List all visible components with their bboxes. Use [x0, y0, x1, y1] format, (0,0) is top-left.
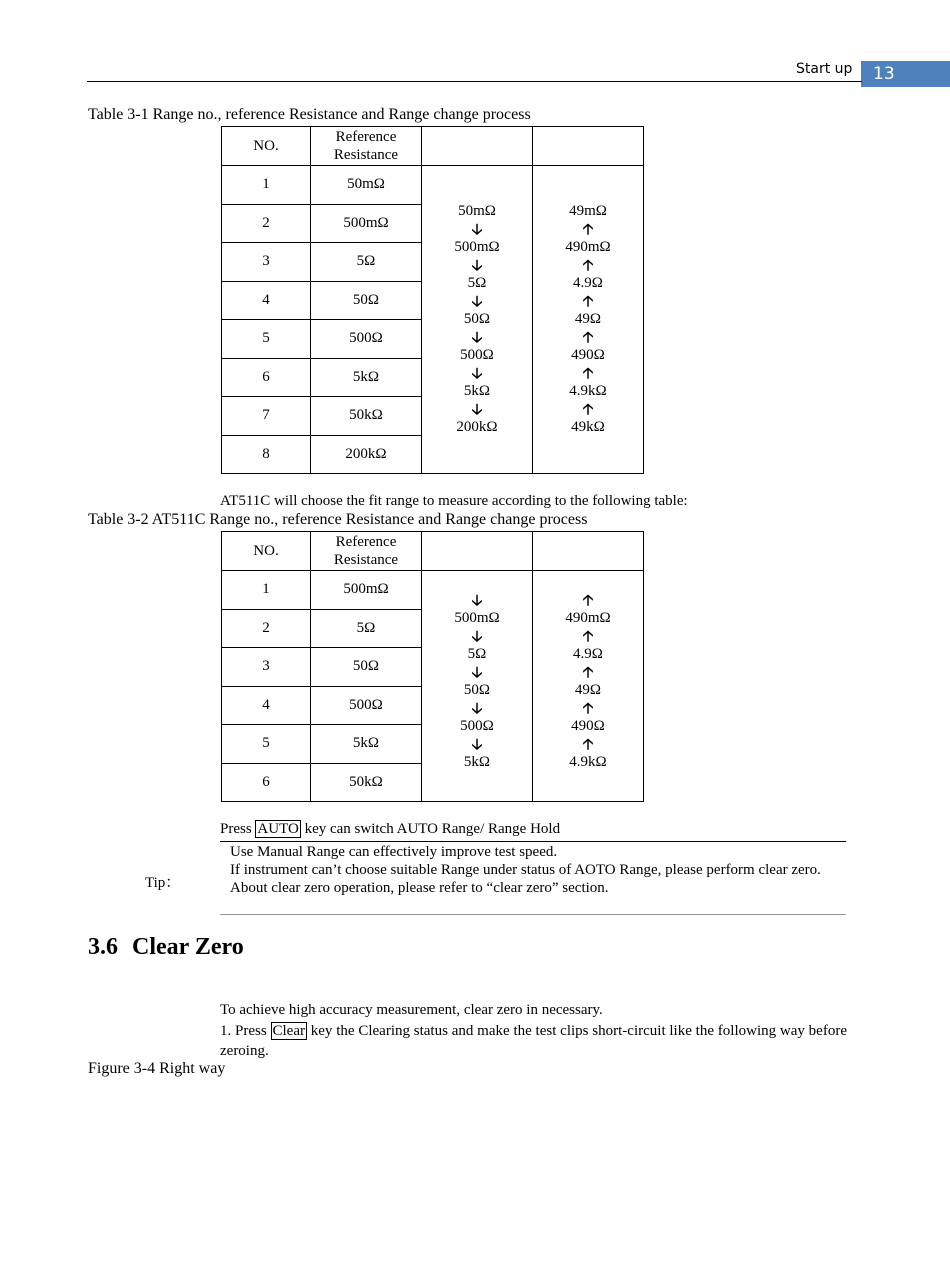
- range-number-cell: 5: [222, 320, 311, 359]
- range-value: 5kΩ: [463, 383, 491, 399]
- range-number-cell: 8: [222, 435, 311, 474]
- range-down-sequence: [422, 571, 532, 771]
- table1: [221, 126, 644, 474]
- table-header-cell: Reference Resistance: [311, 532, 422, 571]
- tip-label: Tip：: [145, 875, 181, 891]
- table2: [221, 531, 644, 802]
- table-header-cell: NO.: [222, 127, 311, 166]
- range-number-cell: 3: [222, 648, 311, 687]
- table-header-cell: [533, 532, 644, 571]
- auto-line-suffix: key can switch AUTO Range/ Range Hold: [300, 821, 561, 837]
- reference-resistance-cell: 5kΩ: [311, 358, 422, 397]
- reference-resistance-cell: 50kΩ: [311, 397, 422, 436]
- range-number-cell: 2: [222, 204, 311, 243]
- range-value: 500Ω: [460, 347, 494, 363]
- range-up-sequence: [533, 571, 643, 771]
- tip-line: Use Manual Range can effectively improve test speed.: [230, 844, 558, 860]
- reference-resistance-cell: 500mΩ: [311, 204, 422, 243]
- arrow-up-icon: 🡡: [582, 328, 594, 346]
- arrow-up-icon: 🡡: [582, 364, 594, 382]
- arrow-up-icon: 🡡: [582, 699, 594, 717]
- arrow-up-icon: 🡡: [582, 256, 594, 274]
- range-number-cell: 7: [222, 397, 311, 436]
- range-value: 5Ω: [467, 646, 487, 662]
- reference-resistance-cell: 5Ω: [311, 609, 422, 648]
- range-value: 5Ω: [467, 275, 487, 291]
- range-value: 4.9Ω: [573, 275, 603, 291]
- tip-line: About clear zero operation, please refer to “clear zero” section.: [230, 880, 609, 896]
- arrow-down-icon: 🡣: [471, 256, 483, 274]
- range-value: 490Ω: [571, 347, 605, 363]
- range-value: 49Ω: [574, 311, 602, 327]
- range-number-cell: 1: [222, 166, 311, 205]
- range-number-cell: 2: [222, 609, 311, 648]
- range-down-sequence: [422, 166, 532, 436]
- range-value: 50Ω: [463, 682, 491, 698]
- range-number-cell: 5: [222, 725, 311, 764]
- range-down-sequence-cell: [422, 571, 533, 802]
- range-number-cell: 3: [222, 243, 311, 282]
- clear-step-prefix: 1. Press: [220, 1023, 271, 1039]
- tip-top-rule: [220, 841, 846, 842]
- range-number-cell: 6: [222, 763, 311, 802]
- reference-resistance-cell: 500Ω: [311, 686, 422, 725]
- auto-range-line: [220, 821, 560, 838]
- clear-intro: To achieve high accuracy measurement, clear zero in necessary.: [220, 1002, 603, 1018]
- tip-body: [230, 843, 837, 897]
- reference-resistance-cell: 500Ω: [311, 320, 422, 359]
- range-value: 5kΩ: [463, 754, 491, 770]
- arrow-down-icon: 🡣: [471, 627, 483, 645]
- intro-text: AT511C will choose the fit range to measure according to the following table:: [220, 493, 688, 509]
- section-heading: [88, 934, 244, 961]
- figure-caption: Figure 3-4 Right way: [88, 1060, 226, 1077]
- arrow-down-icon: 🡣: [471, 328, 483, 346]
- arrow-up-icon: 🡡: [582, 292, 594, 310]
- section-title: Clear Zero: [132, 934, 244, 960]
- range-value: 50mΩ: [458, 203, 496, 219]
- table-row: [222, 571, 644, 610]
- table2-caption: Table 3-2 AT511C Range no., reference Resistance and Range change process: [88, 511, 588, 528]
- reference-resistance-cell: 200kΩ: [311, 435, 422, 474]
- range-number-cell: 4: [222, 686, 311, 725]
- reference-resistance-cell: 50mΩ: [311, 166, 422, 205]
- table-header-cell: Reference Resistance: [311, 127, 422, 166]
- arrow-down-icon: 🡣: [471, 400, 483, 418]
- arrow-up-icon: 🡡: [582, 591, 594, 609]
- range-value: 4.9kΩ: [569, 383, 607, 399]
- reference-resistance-cell: 50Ω: [311, 648, 422, 687]
- reference-resistance-cell: 50kΩ: [311, 763, 422, 802]
- table-header-cell: [533, 127, 644, 166]
- reference-resistance-cell: 5Ω: [311, 243, 422, 282]
- table-header-cell: [422, 127, 533, 166]
- range-value: 490Ω: [571, 718, 605, 734]
- clear-step-suffix: key the Clearing status and make the test clips short-circuit like the following way before zeroing.: [220, 1023, 847, 1059]
- arrow-up-icon: 🡡: [582, 627, 594, 645]
- arrow-down-icon: 🡣: [471, 292, 483, 310]
- table-header-cell: [422, 532, 533, 571]
- auto-key: AUTO: [257, 821, 299, 837]
- range-down-sequence-cell: [422, 166, 533, 474]
- header-rule: [87, 81, 862, 82]
- table-header-row: [222, 127, 644, 166]
- reference-resistance-cell: 5kΩ: [311, 725, 422, 764]
- tip-bottom-rule: [220, 914, 846, 915]
- table-row: [222, 166, 644, 205]
- table-header-row: [222, 532, 644, 571]
- arrow-down-icon: 🡣: [471, 364, 483, 382]
- range-number-cell: 4: [222, 281, 311, 320]
- arrow-up-icon: 🡡: [582, 400, 594, 418]
- range-value: 500Ω: [460, 718, 494, 734]
- range-number-cell: 1: [222, 571, 311, 610]
- range-value: 49Ω: [574, 682, 602, 698]
- arrow-up-icon: 🡡: [582, 220, 594, 238]
- section-number: 3.6: [88, 934, 118, 960]
- table-header-cell: NO.: [222, 532, 311, 571]
- range-value: 500mΩ: [454, 610, 500, 626]
- arrow-down-icon: 🡣: [471, 663, 483, 681]
- reference-resistance-cell: 500mΩ: [311, 571, 422, 610]
- range-number-cell: 6: [222, 358, 311, 397]
- header-section-title: Start up: [796, 61, 853, 77]
- page-number: 13: [861, 61, 950, 87]
- clear-key: Clear: [272, 1023, 305, 1039]
- reference-resistance-cell: 50Ω: [311, 281, 422, 320]
- range-up-sequence: [533, 166, 643, 436]
- range-value: 4.9Ω: [573, 646, 603, 662]
- range-value: 4.9kΩ: [569, 754, 607, 770]
- range-value: 500mΩ: [454, 239, 500, 255]
- table1-caption: Table 3-1 Range no., reference Resistance and Range change process: [88, 106, 531, 123]
- range-value: 200kΩ: [456, 419, 498, 435]
- range-up-sequence-cell: [533, 571, 644, 802]
- range-value: 490mΩ: [565, 610, 611, 626]
- arrow-down-icon: 🡣: [471, 220, 483, 238]
- range-value: 49kΩ: [571, 419, 605, 435]
- arrow-down-icon: 🡣: [471, 699, 483, 717]
- arrow-down-icon: 🡣: [471, 591, 483, 609]
- arrow-up-icon: 🡡: [582, 735, 594, 753]
- range-value: 490mΩ: [565, 239, 611, 255]
- arrow-up-icon: 🡡: [582, 663, 594, 681]
- range-up-sequence-cell: [533, 166, 644, 474]
- auto-line-prefix: Press: [220, 821, 256, 837]
- tip-line: If instrument can’t choose suitable Range under status of AOTO Range, please perform clear zero.: [230, 862, 821, 878]
- range-value: 50Ω: [463, 311, 491, 327]
- range-value: 49mΩ: [569, 203, 607, 219]
- arrow-down-icon: 🡣: [471, 735, 483, 753]
- clear-step: [220, 1021, 847, 1061]
